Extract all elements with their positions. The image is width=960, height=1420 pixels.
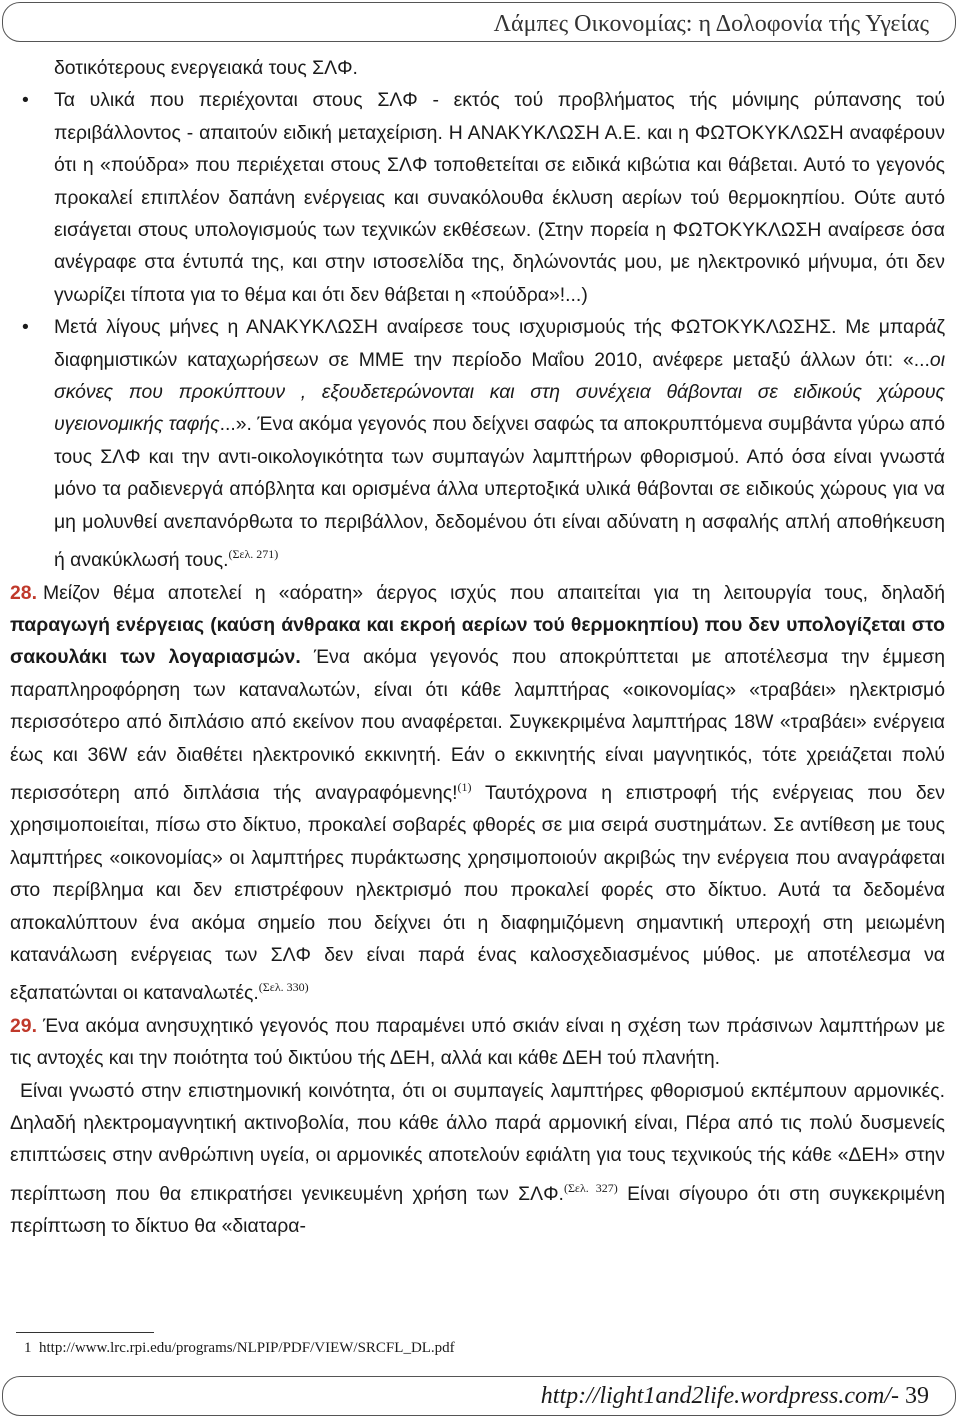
footnote <box>24 1340 455 1357</box>
footer-text <box>541 1383 929 1410</box>
paragraph-text-b: Ένα ακόμα γεγονός που αποκρύπτεται με αποτέλεσμα την έμμεση παραπληροφόρηση των καταναλωτών, είναι ότι κάθε λαμπτήρας «οικονομίας» «τραβάει» ηλεκτρισμό περισσότερο από διπλάσιο από εκείνον που αναφέρεται. Συγκεκριμένα λαμπτήρας 18W «τραβάει» ενέργεια έως και 36W εάν διαθέτει ηλεκτρονικό εκκινητή. Εάν ο εκκινητής είναι μαγνητικός, τότε χρειάζεται πολύ περισσότερη από διπλάσια τής αναγραφόμενης! <box>10 646 945 804</box>
footnote-divider <box>16 1332 154 1333</box>
page-footer <box>2 1376 956 1416</box>
paragraph-harmonics <box>10 1075 945 1243</box>
paragraph-29 <box>10 1010 945 1075</box>
bullet-item-disposal <box>10 84 945 311</box>
bullet-text-a: Μετά λίγους μήνες η ΑΝΑΚΥΚΛΩΣΗ αναίρεσε τους ισχυρισμούς τής ΦΩΤΟΚΥΚΛΩΣΗΣ. Με μπαράζ διαφημιστικών καταχωρήσεων σε ΜΜΕ την περίοδο Μαΐου 2010, ανέφερε μεταξύ άλλων ότι: «... <box>54 316 945 371</box>
paragraph-continuation: δοτικότερους ενεργειακά τους ΣΛΦ. <box>54 57 358 79</box>
paragraph-number: 28. <box>10 581 37 604</box>
paragraph-text-a: Είναι γνωστό στην επιστημονική κοινότητα, ότι οι συμπαγείς λαμπτήρες φθορισμού εκπέμπουν αρμονικές. Δηλαδή ηλεκτρομαγνητική ακτινοβολία, που κάθε άλλο παρά αρμονική είναι, Πέρα από τις πολύ δυσμενείς επιπτώσεις στην ανθρώπινη υγεία, οι αρμονικές αποτελούν εφιάλτη για τους τεχνικούς τής κάθε «ΔΕΗ» στην περίπτωση που θα επικρατήσει γενικευμένη χρήση των ΣΛΦ. <box>10 1079 945 1205</box>
running-title: Λάμπες Οικονομίας: η Δολοφονία τής Υγείας <box>493 11 929 37</box>
quote-italic: οι σκόνες που προκύπτουν , εξουδετερώνονται και στη συνέχεια θάβονται σε ειδικούς χώρους υγειονομικής ταφής <box>54 348 945 436</box>
footer-site-link[interactable]: http://light1and2life.wordpress.com/ <box>540 1383 891 1409</box>
page-reference: (Σελ. 327) <box>563 1180 618 1195</box>
bullet-item-recycling <box>10 311 945 576</box>
page-reference: (Σελ. 271) <box>228 547 279 562</box>
footnote-number: 1 <box>24 1340 32 1356</box>
paragraph-number: 29. <box>10 1014 37 1037</box>
footnote-link[interactable]: http://www.lrc.rpi.edu/programs/NLPIP/PDF/VIEW/SRCFL_DL.pdf <box>39 1340 455 1356</box>
footnote-reference: (1) <box>457 779 472 794</box>
page-header <box>2 2 956 42</box>
bold-text: παραγωγή ενέργειας (καύση άνθρακα και εκροή αερίων τού θερμοκηπίου) που δεν υπολογίζεται στο σακουλάκι των λογαριασμών. <box>10 613 945 669</box>
page-reference: (Σελ. 330) <box>258 980 309 995</box>
paragraph-text-a: Μείζον θέμα αποτελεί η «αόρατη» άεργος ισχύς που απαιτείται για τη λειτουργία τους, δηλαδή <box>42 581 945 604</box>
paragraph-28 <box>10 577 945 1010</box>
page-number: - 39 <box>891 1383 929 1409</box>
paragraph-text: Ένα ακόμα ανησυχητικό γεγονός που παραμένει υπό σκιάν είναι η σχέση των πράσινων λαμπτήρων με τις αντοχές και την ποιότητα τού δικτύου τής ΔΕΗ, αλλά και κάθε ΔΕΗ τού πλανήτη. <box>10 1014 945 1070</box>
bullet-text-b: ...». Ένα ακόμα γεγονός που δείχνει σαφώς τα αποκρυπτόμενα συμβάντα γύρω από τους ΣΛΦ και την αντι-οικολογικότητα των συμπαγών λαμπτήρων φθορισμού. Από όσα είναι γνωστά μόνο τα ραδιενεργά απόβλητα και ορισμένα άλλα υπερτοξικά υλικά θάβονται σε ειδικούς χώρους για να μη μολυνθεί ανεπανόρθωτα το περιβάλλον, δεδομένου ότι είναι αδύνατη η ασφαλής απλή αποθήκευση ή ανακύκλωσή τους. <box>54 413 945 572</box>
paragraph-text-b: Είναι σίγουρο ότι στη συγκεκριμένη περίπτωση το δίκτυο θα «διαταρα- <box>10 1182 945 1238</box>
bullet-text: Τα υλικά που περιέχονται στους ΣΛΦ - εκτός τού προβλήματος τής μόνιμης ρύπανσης τού περιβάλλοντος - απαιτούν ειδική μεταχείριση. Η ΑΝΑΚΥΚΛΩΣΗ Α.Ε. και η ΦΩΤΟΚΥΚΛΩΣΗ αναφέρουν ότι η «πούδρα» που περιέχεται στους ΣΛΦ τοποθετείται σε ειδικά κιβώτια και θάβεται. Αυτό το γεγονός προκαλεί επιπλέον δαπάνη ενέργειας και συνακόλουθα έκλυση αερίων τού θερμοκηπίου. Ούτε αυτό εισάγεται στους υπολογισμούς των τεχνικών εκθέσεων. (Στην πορεία η ΦΩΤΟΚΥΚΛΩΣΗ αναίρεσε όσα ανέγραφε στα έντυπά της, και στην ιστοσελίδα της, δηλώνοντάς μου, με ηλεκτρονικό μήνυμα, ότι δεν γνωρίζει τίποτα για το θέμα και ότι δεν θάβεται η «πούδρα»!...) <box>54 89 945 306</box>
paragraph-text-c: Ταυτόχρονα η επιστροφή τής ενέργειας που δεν χρησιμοποιείται, πίσω στο δίκτυο, προκαλεί σοβαρές φθορές σε μια σειρά συστημάτων. Σε αντίθεση με τους λαμπτήρες «οικονομίας» οι λαμπτήρες πυράκτωσης χρησιμοποιούν ακριβώς την ενέργεια που αναγράφεται στο περίβλημα και δεν επιστρέφουν ηλεκτρισμό που προκαλεί φορές στο δίκτυο. Αυτά τα δεδομένα αποκαλύπτουν ένα ακόμα σημείο που δείχνει ότι η διαφημιζόμενη σημαντική υπεροχή στη μειωμένη κατανάλωση ενέργειας των ΣΛΦ δεν είναι παρά ένας καλοσχεδιασμένος μύθος. με αποτέλεσμα να εξαπατώνται οι καταναλωτές. <box>10 781 945 1005</box>
body-text <box>10 52 945 1243</box>
